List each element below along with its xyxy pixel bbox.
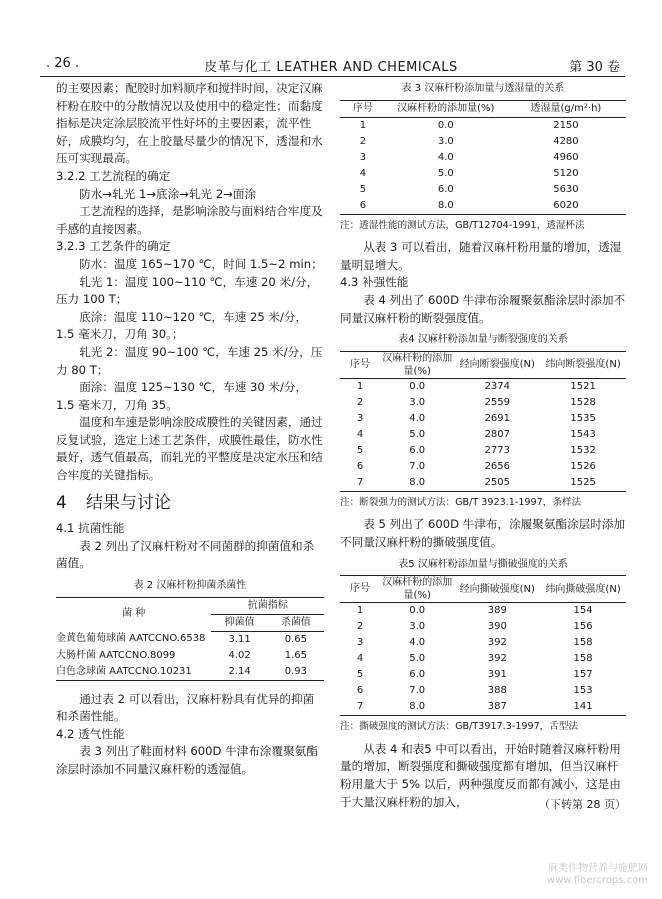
- table-cell: 2656: [484, 460, 511, 472]
- header-rule: [40, 76, 625, 77]
- table-cell: 4.02: [228, 649, 251, 661]
- table-caption: 表 2 汉麻杆粉抑菌杀菌性: [133, 580, 247, 592]
- table-cell: 1: [356, 380, 364, 392]
- table-row: [56, 631, 324, 648]
- table-cell: 0.0: [437, 119, 454, 131]
- watermark-url: www.fibercrops.com: [546, 875, 648, 886]
- table-cell: 156: [573, 621, 593, 633]
- table-cell: 0.93: [284, 665, 307, 677]
- table-note: 注：透湿性能的测试方法，GB/T12704-1991，透湿杯法: [340, 219, 585, 231]
- chapter-title: 结果与讨论: [86, 492, 171, 513]
- table-cell: 2559: [484, 396, 511, 408]
- paragraph: 从表 3 可以看出，随着汉麻杆粉用量的增加，透湿量明显增大。: [340, 240, 622, 272]
- table-header: 透湿量(g/m²·h): [506, 100, 626, 117]
- table-cell: 2: [359, 135, 367, 147]
- table-cell: 3: [356, 637, 364, 649]
- table-cell: 5: [356, 669, 364, 681]
- table-header: 抗菌指标: [211, 597, 324, 614]
- table-header: 序号: [340, 100, 386, 117]
- table-cell: 2807: [484, 428, 511, 440]
- table-caption: 表 3 汉麻杆粉添加量与透湿量的关系: [401, 83, 565, 94]
- table-cell: 金黄色葡萄球菌 AATCCNO.6538: [56, 633, 206, 645]
- table-cell: 2505: [484, 476, 511, 488]
- table-cell: 大肠杆菌 AATCCNO.8099: [56, 649, 176, 661]
- table-cell: 1535: [570, 412, 596, 424]
- table-cell: 2: [356, 621, 364, 633]
- table-cell: 2150: [553, 119, 579, 131]
- table-cell: 1526: [570, 460, 596, 472]
- table-cell: 7: [356, 701, 364, 713]
- table-4: [340, 351, 626, 492]
- table-cell: 白色念球菌 AATCCNO.10231: [56, 665, 192, 677]
- table-cell: 392: [487, 653, 507, 665]
- table-row: [340, 182, 626, 198]
- table-cell: 2691: [484, 412, 511, 424]
- final-paragraph-block: [340, 741, 626, 811]
- table-header: 序号: [340, 351, 380, 378]
- table-cell: 6: [359, 199, 367, 211]
- table-cell: 4: [356, 428, 364, 440]
- table-cell: 8.0: [409, 701, 426, 713]
- section-heading: 4.3 补强性能: [340, 275, 409, 290]
- table-cell: 4.0: [409, 412, 426, 424]
- table-cell: 5: [356, 444, 364, 456]
- table-header: 抑菌值: [211, 614, 267, 631]
- chapter-heading: [56, 492, 324, 513]
- journal-title: 皮革与化工 LEATHER AND CHEMICALS: [204, 60, 458, 75]
- table-row: [340, 117, 626, 134]
- table-header: 纬向断裂强度(N): [540, 351, 626, 378]
- watermark: [547, 863, 648, 887]
- section-heading: 4.2 透气性能: [56, 726, 125, 741]
- paragraph: 表 3 列出了鞋面材料 600D 牛津布涂覆聚氨酯涂层时添加不同量汉麻杆粉的透湿值。: [56, 744, 318, 776]
- table-cell: 0.65: [284, 633, 307, 645]
- paragraph: 通过表 2 可以看出，汉麻杆粉具有优异的抑菌和杀菌性能。: [56, 691, 315, 724]
- table-cell: 392: [487, 637, 507, 649]
- table-cell: 7.0: [409, 460, 426, 472]
- table-cell: 3.11: [228, 633, 251, 645]
- table-row: [340, 683, 626, 699]
- condition-item: 轧光 2：温度 90~100 ℃，车速 25 米/分，压力 80 T；: [56, 344, 323, 377]
- table-cell: 388: [487, 685, 507, 697]
- table-2: [56, 597, 324, 681]
- table-header: 汉麻杆粉的添加量(%): [386, 100, 506, 117]
- table-header: 汉麻杆粉的添加量(%): [380, 351, 454, 378]
- table-cell: 2773: [484, 444, 511, 456]
- table-row: [340, 198, 626, 215]
- process-flow: 防水→轧光 1→底涂→轧光 2→面涂: [79, 186, 257, 201]
- paragraph: 工艺流程的选择，是影响涂胶与面料结合牢度及手感的直接因素。: [56, 204, 323, 236]
- table-cell: 391: [487, 669, 507, 681]
- table-cell: 2.14: [228, 665, 251, 677]
- table-row: [340, 134, 626, 150]
- table-row: [340, 619, 626, 635]
- table-cell: 1: [356, 605, 364, 617]
- table-cell: 4.0: [409, 637, 426, 649]
- table-row: [340, 378, 626, 395]
- table-row: [340, 667, 626, 683]
- table-row: [340, 603, 626, 620]
- table-note: 注：断裂强力的测试方法：GB/T 3923.1-1997，条样法: [340, 496, 582, 508]
- paragraph: 的主要因素；配胶时加料顺序和搅拌时间，决定汉麻杆粉在胶中的分散情况以及使用中的稳定性；而黏度指标是决定涂层胶流平性好坏的主要因素，流平性好，成膜均匀，在上胶量尽量少的情况下，透湿和水压可实现最高。: [56, 81, 323, 166]
- table-row: [340, 411, 626, 427]
- table-cell: 158: [573, 637, 593, 649]
- table-cell: 5.0: [409, 428, 426, 440]
- chapter-number: 4: [56, 492, 67, 513]
- table-cell: 7: [356, 476, 364, 488]
- continued-note: （下转第 28 页）: [535, 796, 626, 814]
- table-cell: 5: [359, 183, 367, 195]
- table-cell: 6.0: [437, 183, 454, 195]
- table-row: [56, 664, 324, 681]
- condition-item: 底涂：温度 110~120 ℃，车速 25 米/分，1.5 毫米刀，刀角 30。；: [56, 309, 308, 342]
- table-cell: 1.65: [284, 649, 307, 661]
- table-cell: 4: [356, 653, 364, 665]
- paragraph: 表 4 列出了 600D 牛津布涂履聚氨酯涂层时添加不同量汉麻杆粉的断裂强度值。: [340, 292, 626, 325]
- table-row: [340, 699, 626, 716]
- table-row: [340, 166, 626, 182]
- table-cell: 6020: [553, 199, 579, 211]
- watermark-text: 麻类作物营养与施肥网: [548, 863, 648, 874]
- left-column: [56, 80, 324, 779]
- paragraph: 表 5 列出了 600D 牛津布，涂履聚氨酯涂层时添加不同量汉麻杆粉的撕破强度值。: [340, 517, 626, 549]
- table-5: [340, 575, 626, 716]
- table-cell: 4.0: [437, 151, 454, 163]
- paragraph: 从表 4 和表5 中可以看出，开始时随着汉麻杆粉用量的增加，断裂强度和撕破强度都有增加，但当汉麻杆粉用量大于 5% 以后，两种强度反而都有减小，这是由于大量汉麻杆粉的加入，: [340, 741, 621, 809]
- table-cell: 4960: [553, 151, 579, 163]
- table-row: [340, 635, 626, 651]
- table-cell: 3.0: [437, 135, 454, 147]
- table-header: 汉麻杆粉的添加量(%): [380, 576, 454, 603]
- table-cell: 153: [573, 685, 593, 697]
- table-header: 杀菌值: [268, 614, 324, 631]
- table-cell: 4: [359, 167, 367, 179]
- table-row: [56, 648, 324, 664]
- table-cell: 390: [487, 621, 507, 633]
- table-row: [340, 150, 626, 166]
- table-cell: 5120: [553, 167, 579, 179]
- table-cell: 6: [356, 460, 364, 472]
- table-cell: 1521: [570, 380, 596, 392]
- section-heading: 4.1 抗菌性能: [56, 521, 125, 536]
- table-caption: 表4 汉麻杆粉添加量与断裂强度的关系: [398, 334, 568, 346]
- table-cell: 7.0: [409, 685, 426, 697]
- table-cell: 3: [356, 412, 364, 424]
- condition-item: 面涂：温度 125~130 ℃，车速 30 米/分，1.5 毫米刀，刀角 35。: [56, 380, 308, 412]
- table-row: [340, 395, 626, 411]
- table-row: [340, 427, 626, 443]
- table-header: 经向撕破强度(N): [454, 576, 540, 603]
- table-note: 注：撕破强度的测试方法：GB/T3917.3-1997，舌型法: [340, 721, 579, 733]
- table-cell: 1543: [570, 428, 596, 440]
- table-cell: 4280: [553, 135, 579, 147]
- section-heading: 3.2.2 工艺流程的确定: [56, 168, 171, 183]
- table-row: [340, 459, 626, 475]
- table-cell: 2374: [484, 380, 511, 392]
- paragraph: 表 2 列出了汉麻杆粉对不同菌群的抑菌值和杀菌值。: [56, 538, 315, 571]
- table-cell: 157: [573, 669, 593, 681]
- table-cell: 5.0: [437, 167, 454, 179]
- table-row: [340, 475, 626, 492]
- table-caption: 表5 汉麻杆粉添加量与撕破强度的关系: [398, 558, 568, 570]
- table-row: [340, 651, 626, 667]
- table-cell: 1528: [570, 396, 596, 408]
- table-cell: 0.0: [409, 605, 426, 617]
- table-3: [340, 100, 626, 215]
- table-cell: 5.0: [409, 653, 426, 665]
- page-number: . 26 .: [46, 56, 80, 71]
- table-cell: 5630: [553, 183, 579, 195]
- table-cell: 6: [356, 685, 364, 697]
- condition-item: 防水：温度 165~170 ℃，时间 1.5~2 min；: [79, 256, 323, 271]
- paragraph: 温度和车速是影响涂胶成膜性的关键因素，通过反复试验，选定上述工艺条件，成膜性最佳，防水性最好，透气值最高，而轧光的平整度是决定水压和结合牢度的关键指标。: [56, 415, 323, 483]
- table-cell: 3.0: [409, 396, 426, 408]
- running-header: [40, 54, 622, 76]
- table-cell: 158: [573, 653, 593, 665]
- table-row: [340, 443, 626, 459]
- table-cell: 3.0: [409, 621, 426, 633]
- table-cell: 387: [487, 701, 507, 713]
- right-column: [340, 80, 626, 811]
- table-header: 序号: [340, 576, 380, 603]
- table-cell: 8.0: [409, 476, 426, 488]
- table-cell: 154: [573, 605, 593, 617]
- table-header: 纬向撕破强度(N): [540, 576, 626, 603]
- table-cell: 3: [359, 151, 367, 163]
- table-cell: 6.0: [409, 444, 426, 456]
- table-cell: 1532: [570, 444, 596, 456]
- volume-label: 第 30 卷: [569, 60, 620, 75]
- table-cell: 141: [573, 701, 593, 713]
- section-heading: 3.2.3 工艺条件的确定: [56, 239, 171, 254]
- table-header: 菌 种: [122, 608, 146, 620]
- table-header: 经向断裂强度(N): [454, 351, 540, 378]
- table-cell: 1: [359, 119, 367, 131]
- table-cell: 8.0: [437, 199, 454, 211]
- table-cell: 1525: [570, 476, 596, 488]
- table-cell: 0.0: [409, 380, 426, 392]
- condition-item: 轧光 1：温度 100~110 ℃，车速 20 米/分，压力 100 T；: [56, 274, 319, 307]
- table-cell: 6.0: [409, 669, 426, 681]
- table-cell: 2: [356, 396, 364, 408]
- table-cell: 389: [487, 605, 507, 617]
